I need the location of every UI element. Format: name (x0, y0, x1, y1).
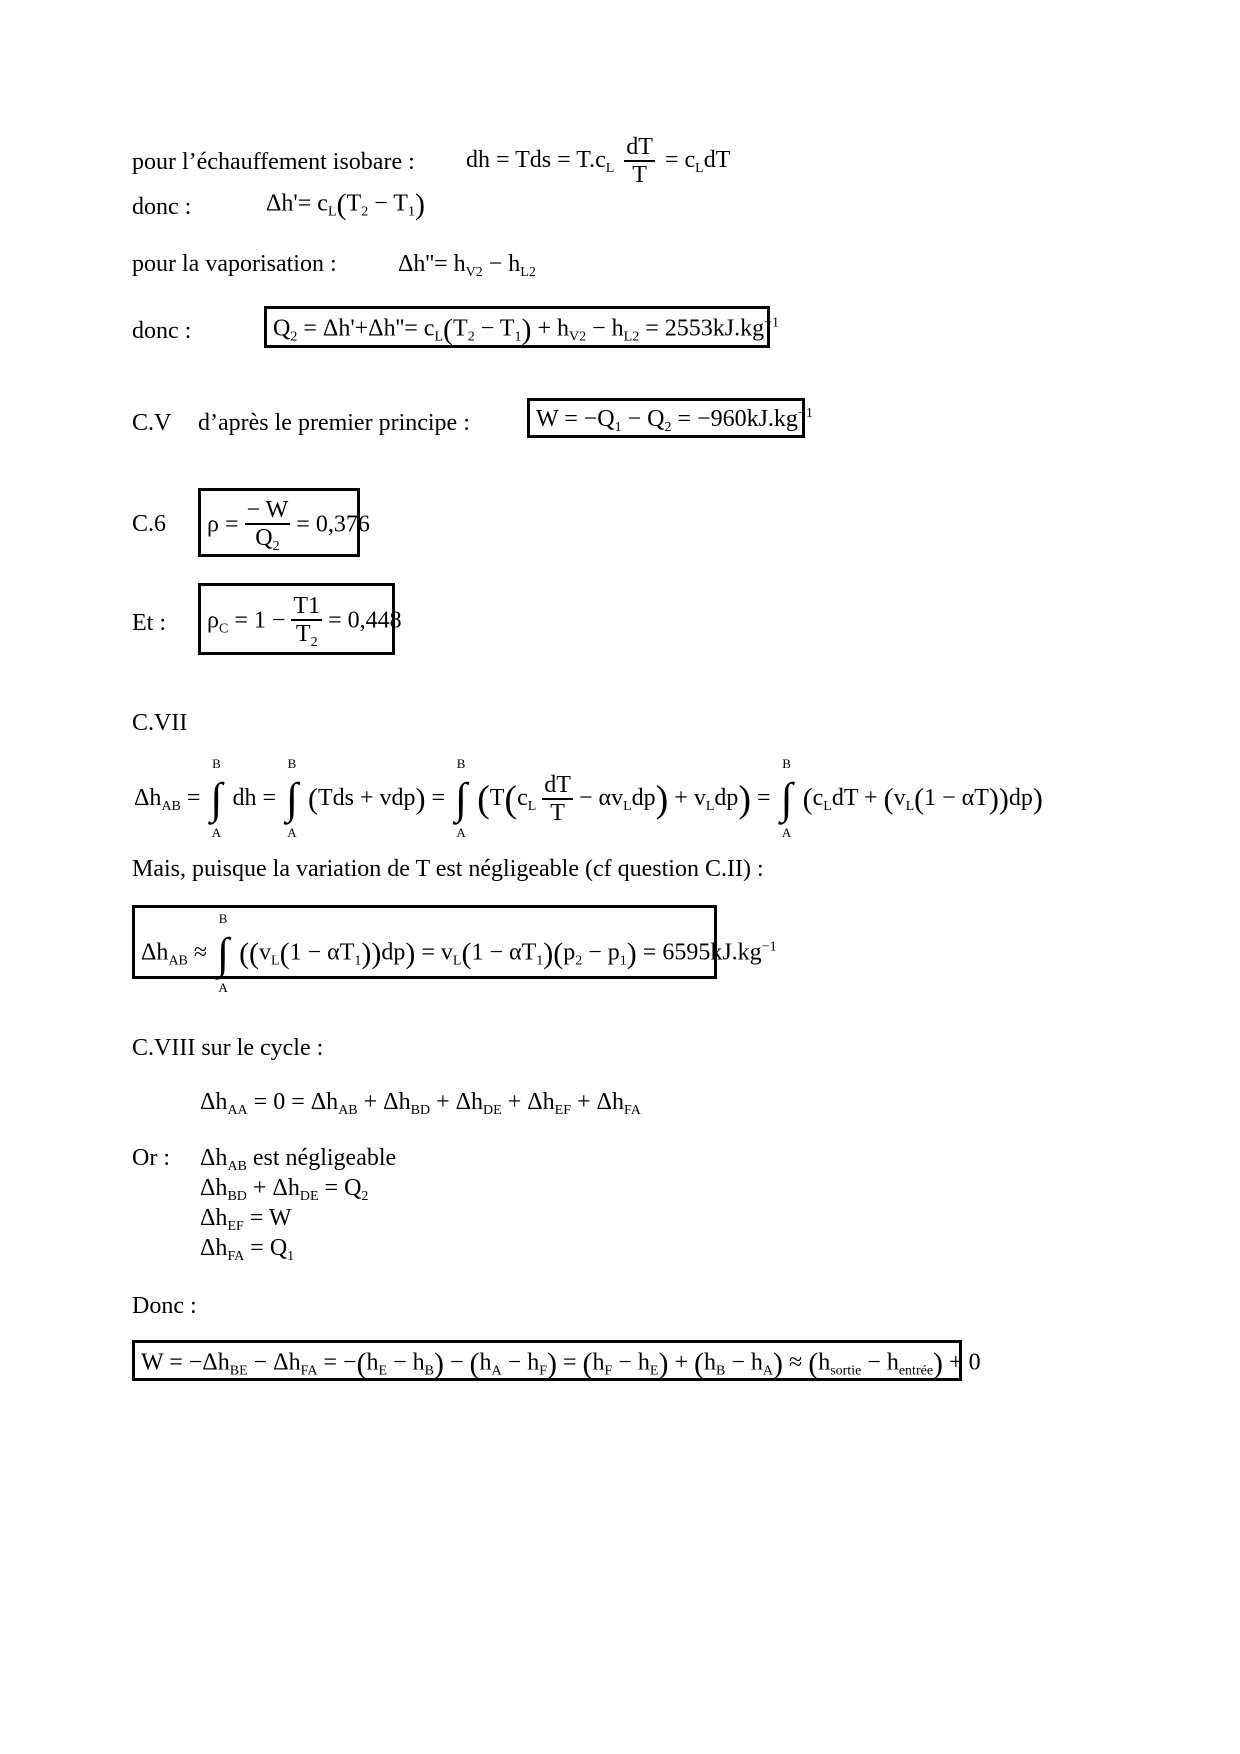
label-echauffement: pour l’échauffement isobare : (132, 149, 415, 175)
section-cviii: C.VIII sur le cycle : (132, 1035, 324, 1061)
q2-value: 2553kJ.kg (664, 315, 765, 342)
result-box-w: $W = -Q_1 - Q_2 = -960kJ.kg^{-1}$ (527, 398, 805, 438)
section-cv: C.V (132, 410, 172, 436)
result-box-rho-c: $\rho_C = 1$ − $\frac{T1}{T_2}$ = 0,448 (198, 583, 395, 655)
label-premier-principe: d’après le premier principe : (198, 410, 470, 436)
equation-delta-h-prime: $\Delta h'= c_L(T_2 - T_1)$ (266, 188, 425, 221)
section-cvii: C.VII (132, 710, 188, 736)
w-value: −960kJ.kg (697, 406, 798, 432)
rho-value: 0,376 (315, 511, 370, 538)
result-box-rho: ρ = $\frac{- W}{Q_2}$ = 0,376 (198, 488, 360, 557)
or-item-w: $\Delta h_{EF} = W$ (200, 1205, 292, 1234)
label-vaporisation: pour la vaporisation : (132, 251, 337, 277)
label-or: Or : (132, 1145, 170, 1171)
result-box-delta-h-ab: $\Delta h_{AB}$ ≈ B ∫ A $((v_L(1 - \alpha T_1))dp) = v_L(1 - \alpha T_1)(p_2 - p_1) = 6595kJ.kg^{-1}$ (132, 905, 717, 979)
label-mais: Mais, puisque la variation de T est négligeable (cf question C.II) : (132, 856, 764, 882)
result-box-q2: $Q_2 = \Delta h'+\Delta h''= c_L(T_2 - T_1) + h_{V2} - h_{L2} = 2553kJ.kg^{-1}$ (264, 306, 770, 348)
dh-ab-value: 6595kJ.kg (662, 939, 762, 966)
or-item-q1: $\Delta h_{FA} = Q_1$ (200, 1235, 295, 1264)
label-donc-3: Donc : (132, 1293, 197, 1319)
equation-dh-isobare: dh = Tds = $T.c_L$ $\frac{dT}{T}$ = $c_LdT$ (466, 134, 731, 189)
label-donc-1: donc : (132, 194, 192, 220)
or-item-q2: $\Delta h_{BD} + \Delta h_{DE} = Q_2$ (200, 1175, 369, 1204)
equation-delta-h-ab-integral: $\Delta h_{AB}$ = B ∫ A dh = B ∫ A (Tds + vdp) = B ∫ A ($T(c_L$ $\frac{dT}{T}$ − $\alpha v_Ldp) + v_Ldp$) = B ∫ A $(c_LdT + (v_L(1 - \alpha T))dp)$ (134, 756, 1043, 841)
rho-c-value: 0,448 (347, 607, 402, 634)
section-c6: C.6 (132, 511, 167, 537)
label-et: Et : (132, 610, 166, 636)
equation-cycle-sum: $\Delta h_{AA} = 0 = \Delta h_{AB} + \Delta h_{BD} + \Delta h_{DE} + \Delta h_{EF} + \Delta h_{FA}$ (200, 1089, 641, 1118)
or-item-ab-negligeable: $\Delta h_{AB}$ est négligeable (200, 1145, 397, 1174)
label-donc-2: donc : (132, 318, 192, 344)
equation-delta-h-second: $\Delta h''= h_{V2} - h_{L2}$ (398, 251, 536, 280)
result-box-final-w: $W = -\Delta h_{BE} - \Delta h_{FA} = -(h_E - h_B) - (h_A - h_F) = (h_F - h_E) + (h_B - h_A) \approx (h_{sortie} - h_{entrée}) + 0$ (132, 1340, 962, 1381)
